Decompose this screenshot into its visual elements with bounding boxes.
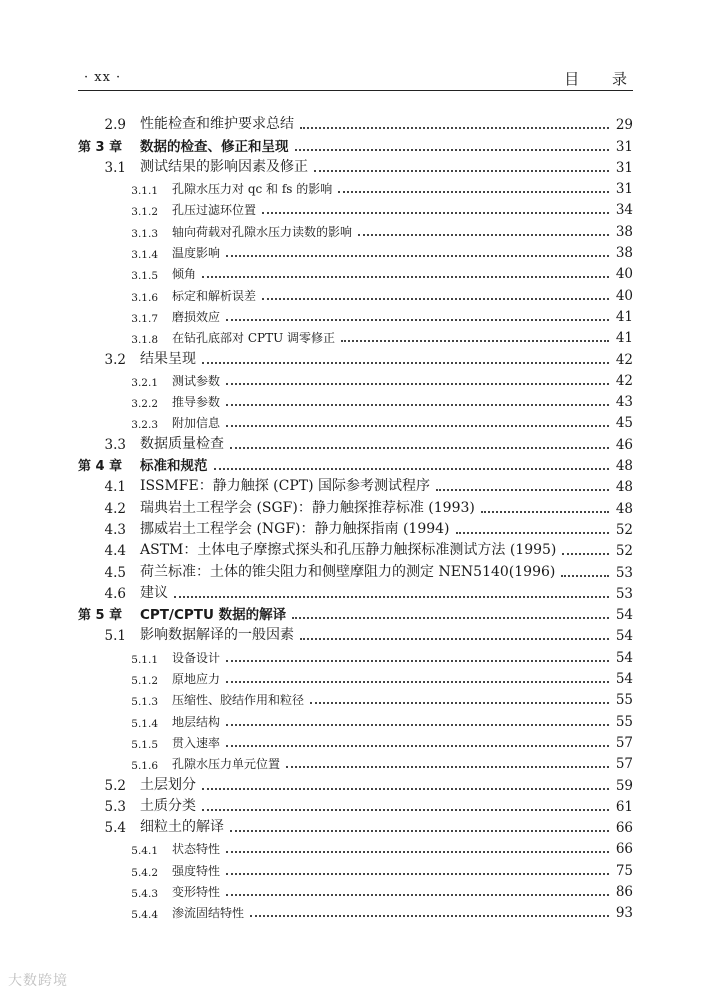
toc-entry-page: 55 xyxy=(615,713,633,730)
toc-entry-title: 标定和解析误差 xyxy=(172,288,257,303)
toc-entry-section[interactable] xyxy=(78,538,633,559)
toc-entry-title: 地层结构 xyxy=(172,714,221,729)
dot-leader xyxy=(226,716,609,726)
toc-entry-subsection[interactable] xyxy=(78,197,633,218)
dot-leader xyxy=(300,119,609,129)
toc-entry-subsection[interactable] xyxy=(78,218,633,239)
toc-entry-subsection[interactable] xyxy=(78,879,633,900)
dot-leader xyxy=(341,332,609,342)
toc-entry-title: 细粒土的解译 xyxy=(140,819,224,836)
toc-entry-number: 5.1.1 xyxy=(131,653,158,666)
dot-leader xyxy=(561,567,609,577)
toc-entry-number: 5.1.5 xyxy=(131,738,158,751)
toc-entry-number: 第 5 章 xyxy=(78,608,123,624)
toc-entry-section[interactable] xyxy=(78,155,633,176)
toc-entry-number: 5.1.3 xyxy=(131,696,158,709)
toc-entry-subsection[interactable] xyxy=(78,708,633,729)
dot-leader xyxy=(286,758,609,768)
page-title: 目 录 xyxy=(564,70,641,88)
dot-leader xyxy=(262,290,609,300)
dot-leader xyxy=(226,396,609,406)
toc-entry-subsection[interactable] xyxy=(78,751,633,772)
toc-entry-subsection[interactable] xyxy=(78,730,633,751)
toc-entry-page: 46 xyxy=(615,436,633,453)
toc-entry-page: 31 xyxy=(615,138,633,155)
toc-entry-title: CPT/CPTU 数据的解译 xyxy=(140,607,287,624)
dot-leader xyxy=(226,737,609,747)
toc-entry-title: 土质分类 xyxy=(140,797,196,814)
toc-entry-page: 48 xyxy=(615,479,633,496)
dot-leader xyxy=(436,481,609,491)
toc-entry-number: 2.9 xyxy=(104,117,126,134)
toc-entry-number: 5.4 xyxy=(104,820,126,837)
toc-entry-title: 标准和规范 xyxy=(140,458,208,475)
toc-entry-title: 压缩性、胶结作用和粒径 xyxy=(172,693,305,708)
dot-leader xyxy=(295,141,610,151)
toc-entry-chapter[interactable] xyxy=(78,602,633,623)
page-header xyxy=(78,66,641,91)
toc-entry-number: 4.1 xyxy=(104,479,126,496)
toc-entry-number: 5.3 xyxy=(104,798,126,815)
toc-entry-page: 57 xyxy=(615,756,633,773)
toc-entry-subsection[interactable] xyxy=(78,687,633,708)
toc-entry-page: 54 xyxy=(615,671,633,688)
dot-leader xyxy=(481,503,609,513)
toc-entry-page: 52 xyxy=(615,521,633,538)
toc-entry-page: 53 xyxy=(615,564,633,581)
toc-entry-section[interactable] xyxy=(78,794,633,815)
toc-entry-section[interactable] xyxy=(78,474,633,495)
toc-entry-subsection[interactable] xyxy=(78,282,633,303)
toc-entry-title: 磨损效应 xyxy=(172,309,221,324)
toc-entry-page: 66 xyxy=(615,820,633,837)
toc-entry-number: 5.4.4 xyxy=(131,909,158,922)
toc-entry-title: 变形特性 xyxy=(172,884,221,899)
toc-entry-number: 3.1.1 xyxy=(131,185,158,198)
toc-entry-title: 在钻孔底部对 CPTU 调零修正 xyxy=(172,331,336,346)
dot-leader xyxy=(310,694,609,704)
toc-entry-number: 5.2 xyxy=(104,777,126,794)
toc-entry-title: ISSMFE：静力触探 (CPT) 国际参考测试程序 xyxy=(140,478,431,495)
toc-entry-page: 54 xyxy=(615,607,633,624)
toc-entry-title: 原地应力 xyxy=(172,672,221,687)
toc-entry-page: 43 xyxy=(615,394,633,411)
toc-entry-page: 45 xyxy=(615,415,633,432)
toc-entry-page: 54 xyxy=(615,649,633,666)
toc-entry-page: 52 xyxy=(615,543,633,560)
toc-entry-number: 5.1.6 xyxy=(131,760,158,773)
toc-entry-title: 建议 xyxy=(140,584,168,601)
toc-entry-page: 54 xyxy=(615,628,633,645)
toc-entry-chapter[interactable] xyxy=(78,453,633,474)
dot-leader xyxy=(226,375,609,385)
toc-entry-subsection[interactable] xyxy=(78,836,633,857)
toc-entry-page: 31 xyxy=(615,181,633,198)
toc-entry-number: 5.4.2 xyxy=(131,866,158,879)
dot-leader xyxy=(262,204,609,214)
toc-entry-page: 42 xyxy=(615,351,633,368)
dot-leader xyxy=(226,673,609,683)
toc-entry-title: 孔隙水压力对 qc 和 fs 的影响 xyxy=(172,182,333,197)
dot-leader xyxy=(226,311,609,321)
toc-entry-title: 孔隙水压力单元位置 xyxy=(172,757,281,772)
toc-entry-page: 31 xyxy=(615,159,633,176)
page-number-mark: · xx · xyxy=(84,70,122,85)
toc-entry-section[interactable] xyxy=(78,346,633,367)
toc-entry-page: 55 xyxy=(615,692,633,709)
toc-entry-number: 3.1.3 xyxy=(131,227,158,240)
toc-entry-number: 3.1 xyxy=(104,159,126,176)
dot-leader xyxy=(230,822,609,832)
toc-entry-title: 状态特性 xyxy=(172,842,221,857)
toc-entry-section[interactable] xyxy=(78,559,633,580)
toc-entry-subsection[interactable] xyxy=(78,368,633,389)
toc-entry-subsection[interactable] xyxy=(78,644,633,665)
toc-entry-page: 29 xyxy=(615,117,633,134)
toc-entry-subsection[interactable] xyxy=(78,261,633,282)
toc-entry-page: 38 xyxy=(615,245,633,262)
dot-leader xyxy=(314,162,609,172)
toc-entry-number: 5.1.4 xyxy=(131,717,158,730)
toc-entry-page: 48 xyxy=(615,458,633,475)
dot-leader xyxy=(226,247,609,257)
toc-entry-page: 61 xyxy=(615,798,633,815)
toc-entry-title: 强度特性 xyxy=(172,863,221,878)
toc-entry-title: 数据质量检查 xyxy=(140,435,224,452)
toc-entry-page: 40 xyxy=(615,287,633,304)
toc-entry-number: 5.1.2 xyxy=(131,675,158,688)
toc-entry-title: 渗流固结特性 xyxy=(172,906,245,921)
toc-entry-number: 3.1.7 xyxy=(131,312,158,325)
toc-entry-subsection[interactable] xyxy=(78,325,633,346)
toc-entry-title: 影响数据解译的一般因素 xyxy=(140,627,294,644)
toc-entry-title: 设备设计 xyxy=(172,650,221,665)
toc-entry-section[interactable] xyxy=(78,623,633,644)
toc-entry-page: 93 xyxy=(615,905,633,922)
toc-entry-page: 41 xyxy=(615,330,633,347)
toc-entry-number: 第 3 章 xyxy=(78,139,123,155)
dot-leader xyxy=(226,886,609,896)
toc-entry-title: 测试结果的影响因素及修正 xyxy=(140,158,308,175)
toc-entry-page: 34 xyxy=(615,202,633,219)
dot-leader xyxy=(292,609,609,619)
toc-entry-title: ASTM：土体电子摩擦式探头和孔压静力触探标准测试方法 (1995) xyxy=(140,542,557,559)
dot-leader xyxy=(456,524,609,534)
toc-entry-section[interactable] xyxy=(78,517,633,538)
toc-entry-number: 3.1.5 xyxy=(131,270,158,283)
toc-entry-number: 5.4.3 xyxy=(131,887,158,900)
toc-entry-title: 瑞典岩土工程学会 (SGF)：静力触探推荐标准 (1993) xyxy=(140,499,475,516)
dot-leader xyxy=(202,354,609,364)
toc-entry-page: 53 xyxy=(615,585,633,602)
dot-leader xyxy=(214,460,610,470)
toc-entry-number: 3.3 xyxy=(104,436,126,453)
toc-entry-number: 3.1.2 xyxy=(131,206,158,219)
dot-leader xyxy=(338,183,609,193)
toc-entry-page: 48 xyxy=(615,500,633,517)
toc-entry-page: 40 xyxy=(615,266,633,283)
toc-entry-section[interactable] xyxy=(78,772,633,793)
dot-leader xyxy=(226,417,609,427)
toc-entry-subsection[interactable] xyxy=(78,900,633,921)
toc-entry-title: 倾角 xyxy=(172,267,197,282)
toc-entry-subsection[interactable] xyxy=(78,666,633,687)
toc-entry-title: 结果呈现 xyxy=(140,350,196,367)
toc-entry-title: 性能检查和维护要求总结 xyxy=(140,116,294,133)
toc-entry-title: 土层划分 xyxy=(140,776,196,793)
toc-entry-number: 3.1.6 xyxy=(131,291,158,304)
toc-entry-subsection[interactable] xyxy=(78,410,633,431)
toc-entry-title: 测试参数 xyxy=(172,373,221,388)
toc-entry-subsection[interactable] xyxy=(78,304,633,325)
toc-entry-number: 3.2.3 xyxy=(131,419,158,432)
dot-leader xyxy=(202,268,609,278)
toc-entry-title: 数据的检查、修正和呈现 xyxy=(140,138,289,155)
dot-leader xyxy=(230,439,609,449)
toc-entry-number: 5.4.1 xyxy=(131,845,158,858)
dot-leader xyxy=(226,843,609,853)
toc-entry-section[interactable] xyxy=(78,112,633,133)
toc-entry-page: 86 xyxy=(615,883,633,900)
toc-entry-section[interactable] xyxy=(78,431,633,452)
dot-leader xyxy=(562,545,609,555)
toc-entry-number: 3.1.8 xyxy=(131,334,158,347)
toc-entry-number: 4.4 xyxy=(104,543,126,560)
toc-entry-number: 3.2.1 xyxy=(131,376,158,389)
toc-entry-number: 第 4 章 xyxy=(78,459,123,475)
toc-entry-number: 5.1 xyxy=(104,628,126,645)
dot-leader xyxy=(174,588,609,598)
dot-leader xyxy=(226,865,609,875)
toc-entry-subsection[interactable] xyxy=(78,240,633,261)
toc-entry-number: 4.5 xyxy=(104,564,126,581)
toc-entry-title: 贯入速率 xyxy=(172,735,221,750)
toc-entry-section[interactable] xyxy=(78,581,633,602)
toc-entry-page: 59 xyxy=(615,777,633,794)
dot-leader xyxy=(202,780,609,790)
toc-entry-number: 3.2 xyxy=(104,351,126,368)
toc-entry-number: 3.1.4 xyxy=(131,249,158,262)
dot-leader xyxy=(358,226,609,236)
toc-entry-section[interactable] xyxy=(78,495,633,516)
toc-entry-title: 荷兰标准：土体的锥尖阻力和侧壁摩阻力的测定 NEN5140(1996) xyxy=(140,563,556,580)
toc-entry-title: 轴向荷载对孔隙水压力读数的影响 xyxy=(172,224,353,239)
toc-entry-title: 推导参数 xyxy=(172,395,221,410)
toc-entry-subsection[interactable] xyxy=(78,176,633,197)
toc-entry-page: 75 xyxy=(615,862,633,879)
toc-entry-number: 4.3 xyxy=(104,521,126,538)
toc-entry-number: 3.2.2 xyxy=(131,398,158,411)
dot-leader xyxy=(226,652,609,662)
toc-entry-page: 42 xyxy=(615,372,633,389)
dot-leader xyxy=(300,630,609,640)
table-of-contents xyxy=(78,112,633,921)
toc-entry-section[interactable] xyxy=(78,815,633,836)
watermark: 大数跨境 xyxy=(8,973,68,989)
toc-entry-page: 38 xyxy=(615,223,633,240)
toc-entry-title: 温度影响 xyxy=(172,246,221,261)
toc-entry-title: 附加信息 xyxy=(172,416,221,431)
toc-entry-subsection[interactable] xyxy=(78,857,633,878)
toc-entry-page: 41 xyxy=(615,308,633,325)
toc-entry-subsection[interactable] xyxy=(78,389,633,410)
toc-entry-chapter[interactable] xyxy=(78,133,633,154)
toc-entry-page: 66 xyxy=(615,841,633,858)
toc-entry-number: 4.2 xyxy=(104,500,126,517)
toc-entry-page: 57 xyxy=(615,734,633,751)
dot-leader xyxy=(202,801,609,811)
dot-leader xyxy=(250,907,609,917)
toc-entry-number: 4.6 xyxy=(104,585,126,602)
toc-entry-title: 挪威岩土工程学会 (NGF)：静力触探指南 (1994) xyxy=(140,520,450,537)
toc-entry-title: 孔压过滤环位置 xyxy=(172,203,257,218)
